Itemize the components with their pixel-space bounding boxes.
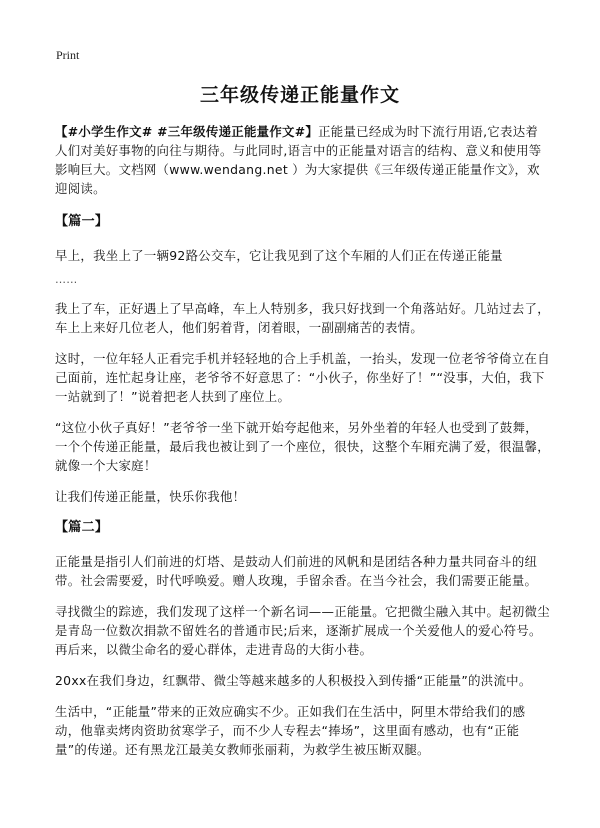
intro-tags: 【#小学生作文# #三年级传递正能量作文#】 [55, 124, 319, 139]
section1-paragraph-2: 我上了车，正好遇上了早高峰，车上人特别多，我只好找到一个角落站好。几站过去了，车上上来好几位老人，他们躬着背，闭着眼，一副副痛苦的表情。 [55, 301, 550, 335]
section2-paragraph-3: 20xx在我们身边，红飘带、微尘等越来越多的人积极投入到传播“正能量”的洪流中。 [55, 673, 532, 688]
section1-paragraph-1: 早上，我坐上了一辆92路公交车，它让我见到了这个车厢的人们正在传递正能量 [55, 248, 503, 263]
page-title: 三年级传递正能量作文 [199, 84, 400, 106]
section1-paragraph-3: 这时，一位年轻人正看完手机并轻轻地的合上手机盖，一抬头，发现一位老爷爷倚立在自己面前，连忙起身让座，老爷爷不好意思了：“小伙子，你坐好了！”“没事，大伯，我下一站就到了！”说着把老人扶到了座位上。 [55, 351, 550, 404]
intro-paragraph [55, 122, 550, 198]
section2-paragraph-4: 生活中，“正能量”带来的正效应确实不少。正如我们在生活中，阿里木带给我们的感动，他靠卖烤肉资助贫寒学子，而不少人专程去“捧场”，这里面有感动，也有“正能量”的传递。还有黑龙江最美女教师张丽莉，为救学生被压断双腿。 [55, 704, 526, 757]
article-body [55, 122, 550, 771]
section2-paragraph-2: 寻找微尘的踪迹，我们发现了这样一个新名词——正能量。它把微尘融入其中。起初微尘是青岛一位数次捐款不留姓名的普通市民;后来，逐渐扩展成一个关爱他人的爱心符号。再后来，以微尘命名的爱心群体，走进青岛的大街小巷。 [55, 604, 550, 657]
intro-text: 正能量已经成为时下流行用语,它表达着人们对美好事物的向往与期待。与此同时,语言中的正能量对语言的结构、意义和使用等影响巨大。文档网（www.wendang.net ）为大家提供《三年级传递正能量作文》，欢迎阅读。 [55, 124, 542, 196]
section-heading-1: 【篇一】 [55, 214, 109, 229]
section1-paragraph-5: 让我们传递正能量，快乐你我他！ [55, 489, 246, 504]
section-heading-2: 【篇二】 [55, 520, 109, 535]
print-link[interactable]: Print [56, 48, 80, 62]
section2-paragraph-1: 正能量是指引人们前进的灯塔、是鼓动人们前进的风帆和是团结各种力量共同奋斗的纽带。社会需要爱，时代呼唤爱。赠人玫瑰，手留余香。在当今社会，我们需要正能量。 [55, 554, 538, 588]
section1-paragraph-4: “这位小伙子真好！”老爷爷一坐下就开始夸起他来，另外坐着的年轻人也受到了鼓舞，一个个传递正能量，最后我也被让到了一个座位，很快，这整个车厢充满了爱，很温馨，就像一个大家庭！ [55, 420, 550, 473]
section1-ellipsis: …… [55, 273, 78, 286]
